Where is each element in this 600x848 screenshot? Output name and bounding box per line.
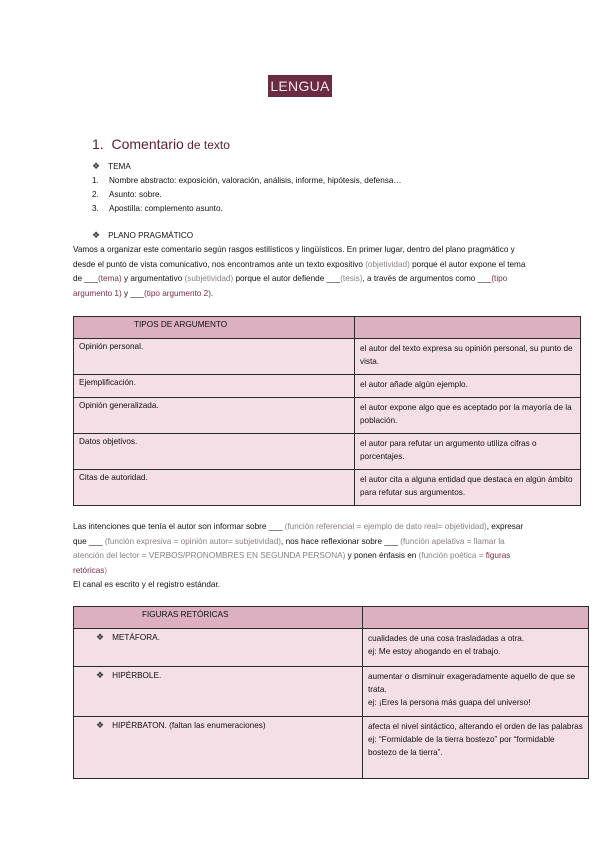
- plano-bullet: [92, 230, 193, 241]
- tema-bullet: [92, 161, 131, 172]
- table-cell: el autor para refutar un argumento utiliza cifras o porcentajes.: [355, 434, 581, 470]
- list-text: Nombre abstracto: exposición, valoración, análisis, informe, hipótesis, defensa…: [109, 176, 402, 185]
- list-item: [92, 204, 223, 213]
- table-cell: el autor añade algún ejemplo.: [355, 375, 581, 398]
- table-cell: el autor del texto expresa su opinión personal, su punto de vista.: [355, 339, 581, 375]
- tema-label: TEMA: [108, 162, 131, 171]
- heading-rest: de texto: [183, 138, 230, 152]
- table-header-cell: TIPOS DE ARGUMENTO: [74, 317, 355, 339]
- table-cell: Ejemplificación.: [74, 375, 355, 398]
- list-number: 1.: [92, 176, 99, 185]
- plano-paragraph: Vamos a organizar este comentario según rasgos estilísticos y lingüísticos. En primer lugar, dentro del plano pragmático y desde el punto de vista comunicativo, nos encontramos ante un texto expositivo (objetividad) porque el autor expone el tema de ___(tema) y argumentativo (subjetividad) porque el autor defiende ___(tesis), a través de argumentos como ___(tipo argumento 1) y ___(tipo argumento 2).: [73, 245, 526, 298]
- table-header-row: [74, 317, 581, 339]
- table-row: [74, 470, 581, 506]
- arguments-table: [73, 316, 581, 506]
- table-cell: ❖ HIPÉRBOLE.: [74, 667, 363, 717]
- table-row: [74, 375, 581, 398]
- list-text: Apostilla: complemento asunto.: [109, 204, 223, 213]
- canal-text: El canal es escrito y el registro estándar.: [73, 580, 220, 589]
- diamond-bullet-icon: ❖: [96, 632, 105, 642]
- list-item: [92, 176, 402, 185]
- table-header-cell: [355, 317, 581, 339]
- table-cell: Opinión generalizada.: [74, 398, 355, 434]
- intenciones-paragraph: Las intenciones que tenía el autor son informar sobre ___ (función referencial = ejemplo de dato real= objetividad), expresar que ___ (función expresiva = opinión autor= subjetividad), nos hace reflexionar sobre ___ (función apelativa = llamar la atención del lector = VERBOS/PRONOMBRES EN SEGUNDA PERSONA) y ponen énfasis en (función poética = figuras retóricas) El canal es escrito y el registro estándar.: [73, 522, 524, 589]
- table-cell: cualidades de una cosa trasladadas a otra. ej: Me estoy ahogando en el trabajo.: [363, 629, 589, 667]
- table-header-cell: FIGURAS RETÓRICAS: [74, 607, 363, 629]
- section-heading: [92, 136, 230, 152]
- plano-label: PLANO PRAGMÁTICO: [108, 231, 194, 240]
- list-text: Asunto: sobre.: [109, 190, 162, 199]
- table-header-cell: [363, 607, 589, 629]
- table-cell: Citas de autoridad.: [74, 470, 355, 506]
- table-cell: aumentar o disminuir exageradamente aquello de que se trata. ej: ¡Eres la persona más guapa del universo!: [363, 667, 589, 717]
- diamond-bullet-icon: ❖: [92, 230, 101, 240]
- list-item: [92, 190, 162, 199]
- figures-table: [73, 606, 589, 779]
- table-row: [74, 398, 581, 434]
- table-header-row: [74, 607, 589, 629]
- table-cell: ❖ METÁFORA.: [74, 629, 363, 667]
- list-number: 2.: [92, 190, 99, 199]
- page-banner: LENGUA: [268, 75, 332, 97]
- table-row: [74, 339, 581, 375]
- table-row: [74, 717, 589, 779]
- table-row: [74, 667, 589, 717]
- diamond-bullet-icon: ❖: [96, 670, 105, 680]
- heading-number: 1.: [92, 136, 104, 152]
- list-number: 3.: [92, 204, 99, 213]
- heading-main: Comentario: [111, 136, 184, 152]
- table-row: [74, 629, 589, 667]
- table-row: [74, 434, 581, 470]
- table-cell: el autor cita a alguna entidad que destaca en algún ámbito para refutar sus argumentos.: [355, 470, 581, 506]
- diamond-bullet-icon: ❖: [96, 720, 105, 730]
- table-cell: ❖ HIPÉRBATON. (faltan las enumeraciones): [74, 717, 363, 779]
- table-cell: afecta el nivel sintáctico, alterando el orden de las palabras ej: “Formidable de la tierra bostezo” por “formidable bostezo de la tierra”.: [363, 717, 589, 779]
- table-cell: el autor expone algo que es aceptado por la mayoría de la población.: [355, 398, 581, 434]
- table-cell: Datos objetivos.: [74, 434, 355, 470]
- diamond-bullet-icon: ❖: [92, 161, 101, 171]
- table-cell: Opinión personal.: [74, 339, 355, 375]
